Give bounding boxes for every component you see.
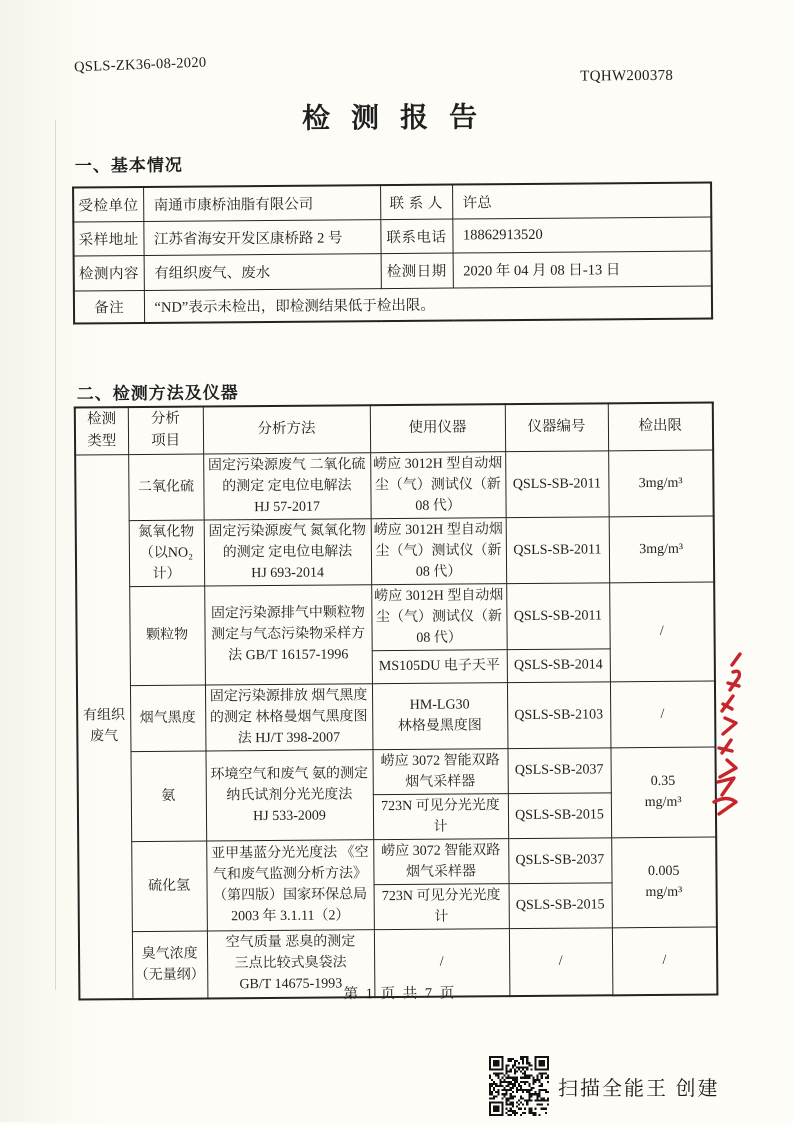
smoke-limit: / <box>610 681 716 748</box>
contact-label: 联 系 人 <box>380 185 452 220</box>
page-number: 第 1 页 共 7 页 <box>343 985 457 1003</box>
ammonia-limit: 0.35 mg/m³ <box>610 747 716 838</box>
pm-instrument-1: 崂应 3012H 型自动烟 尘（气）测试仪（新 08 代） <box>371 583 507 650</box>
basic-info-table <box>72 182 713 325</box>
so2-item: 二氧化硫 <box>128 454 204 521</box>
col-header-code: 仪器编号 <box>505 403 608 451</box>
h2s-method: 亚甲基蓝分光光度法 《空 气和废气监测分析方法》 （第四版）国家环保总局 2003 年 3.1.11（2） <box>206 839 374 930</box>
methods-table <box>74 402 719 1001</box>
h2s-limit: 0.005 mg/m³ <box>611 836 717 927</box>
document-number: QSLS-ZK36-08-2020 <box>73 54 207 76</box>
phone-label: 联系电话 <box>380 219 452 254</box>
smoke-method: 固定污染源排放 烟气黑度 的测定 林格曼烟气黑度图 法 HJ/T 398-2007 <box>205 683 373 750</box>
note-value: “ND”表示未检出，即检测结果低于检出限。 <box>144 286 712 323</box>
col-header-item: 分析 项目 <box>128 407 203 455</box>
smoke-code: QSLS-SB-2103 <box>507 681 611 748</box>
pm-instrument-2: MS105DU 电子天平 <box>372 649 507 683</box>
odor-limit: / <box>612 926 718 995</box>
table-row <box>74 251 712 291</box>
ammonia-code-2: QSLS-SB-2015 <box>508 792 611 838</box>
content-label: 检测内容 <box>74 255 144 291</box>
nox-limit: 3mg/m³ <box>609 516 715 583</box>
col-header-type: 检测 类型 <box>75 407 128 454</box>
odor-instrument: / <box>374 928 510 997</box>
pm-code-2: QSLS-SB-2014 <box>507 648 610 682</box>
content-value: 有组织废气、废水 <box>144 253 381 290</box>
red-scribble-icon <box>706 648 752 818</box>
pm-item: 颗粒物 <box>129 586 205 686</box>
nox-method: 固定污染源废气 氮氧化物 的测定 定电位电解法 HJ 693-2014 <box>204 518 372 585</box>
so2-method: 固定污染源废气 二氧化硫 的测定 定电位电解法 HJ 57-2017 <box>203 452 371 519</box>
report-serial-number: TQHW200378 <box>580 67 674 85</box>
h2s-instrument-1: 崂应 3072 智能双路 烟气采样器 <box>373 838 508 884</box>
section-heading-basic-info: 一、基本情况 <box>74 155 183 176</box>
table-header-row <box>75 403 713 455</box>
so2-limit: 3mg/m³ <box>608 450 714 517</box>
table-row <box>74 286 712 324</box>
unit-label: 受检单位 <box>73 187 143 222</box>
ammonia-instrument-2: 723N 可见分光光度 计 <box>373 793 508 839</box>
nox-instrument: 崂应 3012H 型自动烟 尘（气）测试仪（新 08 代） <box>371 517 507 584</box>
table-row-smoke <box>77 681 715 752</box>
h2s-code-1: QSLS-SB-2037 <box>508 837 611 883</box>
ammonia-item: 氨 <box>130 751 206 842</box>
table-row-pm <box>76 582 714 653</box>
red-pen-mark <box>706 648 752 823</box>
smoke-item: 烟气黑度 <box>130 685 206 752</box>
h2s-item: 硫化氢 <box>131 841 207 932</box>
table-row-nox <box>76 516 714 587</box>
address-value: 江苏省海安开发区康桥路 2 号 <box>143 219 380 255</box>
contact-value: 许总 <box>452 183 711 219</box>
odor-method: 空气质量 恶臭的测定 三点比较式臭袋法 GB/T 14675-1993 <box>207 929 375 998</box>
so2-instrument: 崂应 3012H 型自动烟 尘（气）测试仪（新 08 代） <box>370 451 506 518</box>
table-row-so2 <box>75 450 713 521</box>
qr-code <box>489 1056 549 1116</box>
page-title: 检 测 报 告 <box>301 102 485 135</box>
odor-item: 臭气浓度 （无量纲） <box>132 931 208 1000</box>
col-header-limit: 检出限 <box>608 403 713 451</box>
pm-code-1: QSLS-SB-2011 <box>506 582 610 649</box>
ammonia-method: 环境空气和废气 氨的测定 纳氏试剂分光光度法 HJ 533-2009 <box>205 749 373 840</box>
scanner-app-caption: 扫描全能王 创建 <box>558 1078 720 1100</box>
date-label: 检测日期 <box>381 253 453 289</box>
ammonia-code-1: QSLS-SB-2037 <box>507 747 610 793</box>
table-row-ammonia <box>77 747 715 797</box>
table-row <box>73 217 711 256</box>
odor-code: / <box>509 927 613 996</box>
note-label: 备注 <box>74 290 144 324</box>
h2s-instrument-2: 723N 可见分光光度 计 <box>374 883 509 929</box>
unit-value: 南通市康桥油脂有限公司 <box>143 185 380 221</box>
ammonia-instrument-1: 崂应 3072 智能双路 烟气采样器 <box>372 748 507 794</box>
table-row-h2s <box>78 836 716 886</box>
pm-method: 固定污染源排气中颗粒物 测定与气态污染物采样方 法 GB/T 16157-1996 <box>204 584 372 684</box>
col-header-method: 分析方法 <box>203 405 370 453</box>
nox-code: QSLS-SB-2011 <box>506 516 610 583</box>
waste-gas-category: 有组织 废气 <box>75 454 132 999</box>
table-row <box>73 183 711 222</box>
pm-limit: / <box>609 582 715 682</box>
section-heading-methods: 二、检测方法及仪器 <box>76 383 239 404</box>
col-header-instrument: 使用仪器 <box>370 404 505 452</box>
h2s-code-2: QSLS-SB-2015 <box>509 882 612 928</box>
date-value: 2020 年 04 月 08 日-13 日 <box>453 251 712 288</box>
so2-code: QSLS-SB-2011 <box>505 450 609 517</box>
phone-value: 18862913520 <box>452 217 711 253</box>
nox-item: 氮氧化物 （以NO₂计） <box>129 520 205 587</box>
smoke-instrument: HM-LG30 林格曼黑度图 <box>372 682 508 749</box>
address-label: 采样地址 <box>73 221 143 256</box>
